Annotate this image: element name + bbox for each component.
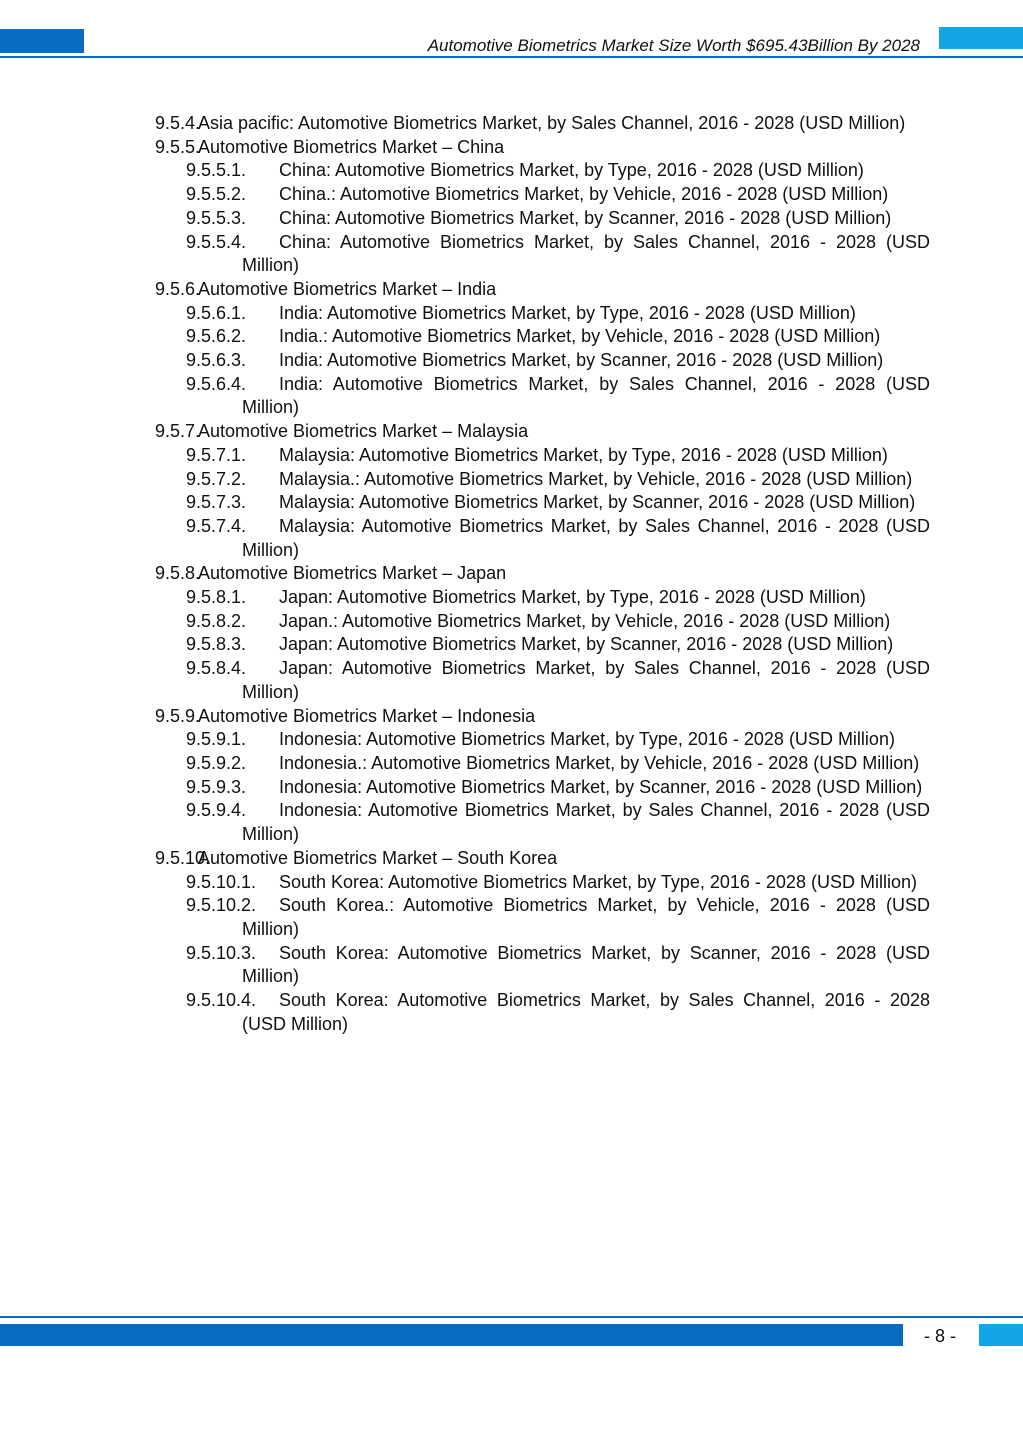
toc-entry-number: 9.5.10.1. <box>186 871 257 892</box>
header-title: Automotive Biometrics Market Size Worth $695.43Billion By 2028 <box>427 36 920 55</box>
header-rule <box>0 56 1023 58</box>
toc-entry-text: Malaysia: Automotive Biometrics Market, by Type, 2016 - 2028 (USD Million) <box>279 444 888 465</box>
toc-entry-number: 9.5.10.2. <box>186 895 257 916</box>
toc-entry-text: China: Automotive Biometrics Market, by Scanner, 2016 - 2028 (USD Million) <box>279 207 892 228</box>
footer-rule <box>0 1316 1023 1318</box>
toc-entry-text: Indonesia: Automotive Biometrics Market, by Type, 2016 - 2028 (USD Million) <box>279 729 895 750</box>
toc-entry-text: Malaysia: Automotive Biometrics Market, by Scanner, 2016 - 2028 (USD Million) <box>279 492 916 513</box>
toc-entry <box>186 728 930 752</box>
toc-entry <box>155 136 930 160</box>
toc-entry <box>155 112 930 136</box>
toc-entry-number: 9.5.8. <box>155 563 201 584</box>
toc-entry <box>186 776 930 800</box>
toc-entry-text: South Korea.: Automotive Biometrics Market, by Vehicle, 2016 - 2028 (USD Million) <box>242 895 930 939</box>
toc-entry-number: 9.5.8.4. <box>186 658 247 679</box>
toc-entry-number: 9.5.6.4. <box>186 373 247 394</box>
toc-entry-number: 9.5.9.2. <box>186 752 247 773</box>
toc-entry-text: India: Automotive Biometrics Market, by Type, 2016 - 2028 (USD Million) <box>279 302 856 323</box>
toc-entry <box>186 633 930 657</box>
toc-entry-number: 9.5.9.4. <box>186 800 247 821</box>
toc-entry-text: India: Automotive Biometrics Market, by Scanner, 2016 - 2028 (USD Million) <box>279 350 884 371</box>
toc-entry-text: South Korea: Automotive Biometrics Market, by Sales Channel, 2016 - 2028 (USD Million) <box>242 990 930 1034</box>
toc-entry-number: 9.5.10.3. <box>186 942 257 963</box>
toc-entry <box>186 349 930 373</box>
toc-entry <box>186 444 930 468</box>
toc-entry-text: Japan: Automotive Biometrics Market, by Type, 2016 - 2028 (USD Million) <box>279 587 866 608</box>
toc-entry-text: Indonesia: Automotive Biometrics Market, by Sales Channel, 2016 - 2028 (USD Million) <box>242 800 930 845</box>
toc-entry-number: 9.5.5.4. <box>186 231 247 252</box>
toc-entry-text: Automotive Biometrics Market – Indonesia <box>198 705 536 726</box>
toc-entry-text: Automotive Biometrics Market – South Korea <box>198 847 558 868</box>
toc-entry <box>186 942 930 989</box>
toc-entry-number: 9.5.6.1. <box>186 302 247 323</box>
toc-entry-number: 9.5.5.1. <box>186 160 247 181</box>
toc-entry-text: China: Automotive Biometrics Market, by Sales Channel, 2016 - 2028 (USD Million) <box>242 231 930 276</box>
toc-entry <box>155 847 930 871</box>
toc-entry-text: South Korea: Automotive Biometrics Market, by Type, 2016 - 2028 (USD Million) <box>279 871 917 892</box>
toc-entry <box>155 705 930 729</box>
toc-entry-number: 9.5.6.2. <box>186 326 247 347</box>
toc-entry-number: 9.5.6. <box>155 278 201 299</box>
footer-accent-right <box>979 1324 1023 1346</box>
toc-entry-number: 9.5.10.4. <box>186 990 257 1011</box>
toc-entry <box>155 278 930 302</box>
toc-entry <box>186 491 930 515</box>
toc-entry-number: 9.5.5.2. <box>186 184 247 205</box>
toc-entry <box>155 420 930 444</box>
toc-entry <box>186 894 930 941</box>
toc-entry <box>186 207 930 231</box>
toc-entry-number: 9.5.9.1. <box>186 729 247 750</box>
toc-entry <box>186 871 930 895</box>
toc-entry-text: Asia pacific: Automotive Biometrics Market, by Sales Channel, 2016 - 2028 (USD Million) <box>198 113 906 133</box>
toc-entry-text: Indonesia: Automotive Biometrics Market, by Scanner, 2016 - 2028 (USD Million) <box>279 776 923 797</box>
toc-entry-number: 9.5.10. <box>155 847 211 868</box>
toc-entry-number: 9.5.7.4. <box>186 515 247 536</box>
toc-entry-text: Indonesia.: Automotive Biometrics Market, by Vehicle, 2016 - 2028 (USD Million) <box>279 752 920 773</box>
toc-entry-text: Automotive Biometrics Market – Malaysia <box>198 421 529 442</box>
toc-entry <box>186 325 930 349</box>
toc-entry <box>186 183 930 207</box>
toc-entry <box>186 586 930 610</box>
toc-entry <box>186 752 930 776</box>
toc-entry <box>186 799 930 846</box>
toc-entry <box>186 231 930 278</box>
toc-entry-text: Japan: Automotive Biometrics Market, by Scanner, 2016 - 2028 (USD Million) <box>279 634 894 655</box>
toc-entry-number: 9.5.9.3. <box>186 776 247 797</box>
toc-entry-number: 9.5.8.3. <box>186 634 247 655</box>
toc-entry-number: 9.5.7.2. <box>186 468 247 489</box>
table-of-contents <box>0 112 1023 1036</box>
toc-entry <box>186 302 930 326</box>
toc-entry-number: 9.5.5. <box>155 136 201 157</box>
toc-entry-text: Japan.: Automotive Biometrics Market, by Vehicle, 2016 - 2028 (USD Million) <box>279 610 891 631</box>
toc-entry-number: 9.5.7. <box>155 421 201 442</box>
toc-entry-text: India: Automotive Biometrics Market, by Sales Channel, 2016 - 2028 (USD Million) <box>242 373 930 418</box>
toc-entry <box>186 159 930 183</box>
header-accent-right <box>939 27 1023 49</box>
toc-entry-number: 9.5.5.3. <box>186 207 247 228</box>
toc-entry <box>186 468 930 492</box>
toc-entry <box>186 989 930 1036</box>
toc-entry <box>186 657 930 704</box>
toc-entry-number: 9.5.4. <box>155 113 201 133</box>
toc-entry <box>186 373 930 420</box>
toc-entry-text: India.: Automotive Biometrics Market, by Vehicle, 2016 - 2028 (USD Million) <box>279 326 881 347</box>
toc-entry-text: South Korea: Automotive Biometrics Market, by Scanner, 2016 - 2028 (USD Million) <box>242 942 930 987</box>
toc-entry-text: Japan: Automotive Biometrics Market, by Sales Channel, 2016 - 2028 (USD Million) <box>242 658 930 702</box>
toc-entry-text: Automotive Biometrics Market – Japan <box>198 563 507 584</box>
toc-entry-text: Automotive Biometrics Market – China <box>198 136 505 157</box>
toc-entry-number: 9.5.9. <box>155 705 201 726</box>
toc-entry-number: 9.5.8.2. <box>186 610 247 631</box>
toc-entry-text: Malaysia: Automotive Biometrics Market, by Sales Channel, 2016 - 2028 (USD Million) <box>242 515 930 560</box>
toc-entry-text: China: Automotive Biometrics Market, by Type, 2016 - 2028 (USD Million) <box>279 160 864 181</box>
toc-entry-text: China.: Automotive Biometrics Market, by Vehicle, 2016 - 2028 (USD Million) <box>279 184 889 205</box>
toc-entry-number: 9.5.7.3. <box>186 492 247 513</box>
toc-entry-text: Malaysia.: Automotive Biometrics Market, by Vehicle, 2016 - 2028 (USD Million) <box>279 468 913 489</box>
toc-entry-number: 9.5.7.1. <box>186 444 247 465</box>
footer-bar <box>0 1324 903 1346</box>
toc-entry-number: 9.5.6.3. <box>186 350 247 371</box>
toc-entry-number: 9.5.8.1. <box>186 587 247 608</box>
toc-entry <box>155 562 930 586</box>
toc-entry-text: Automotive Biometrics Market – India <box>198 278 497 299</box>
toc-entry <box>186 515 930 562</box>
header-accent-left <box>0 29 84 53</box>
page-number: - 8 - <box>924 1326 957 1346</box>
toc-entry <box>186 610 930 634</box>
